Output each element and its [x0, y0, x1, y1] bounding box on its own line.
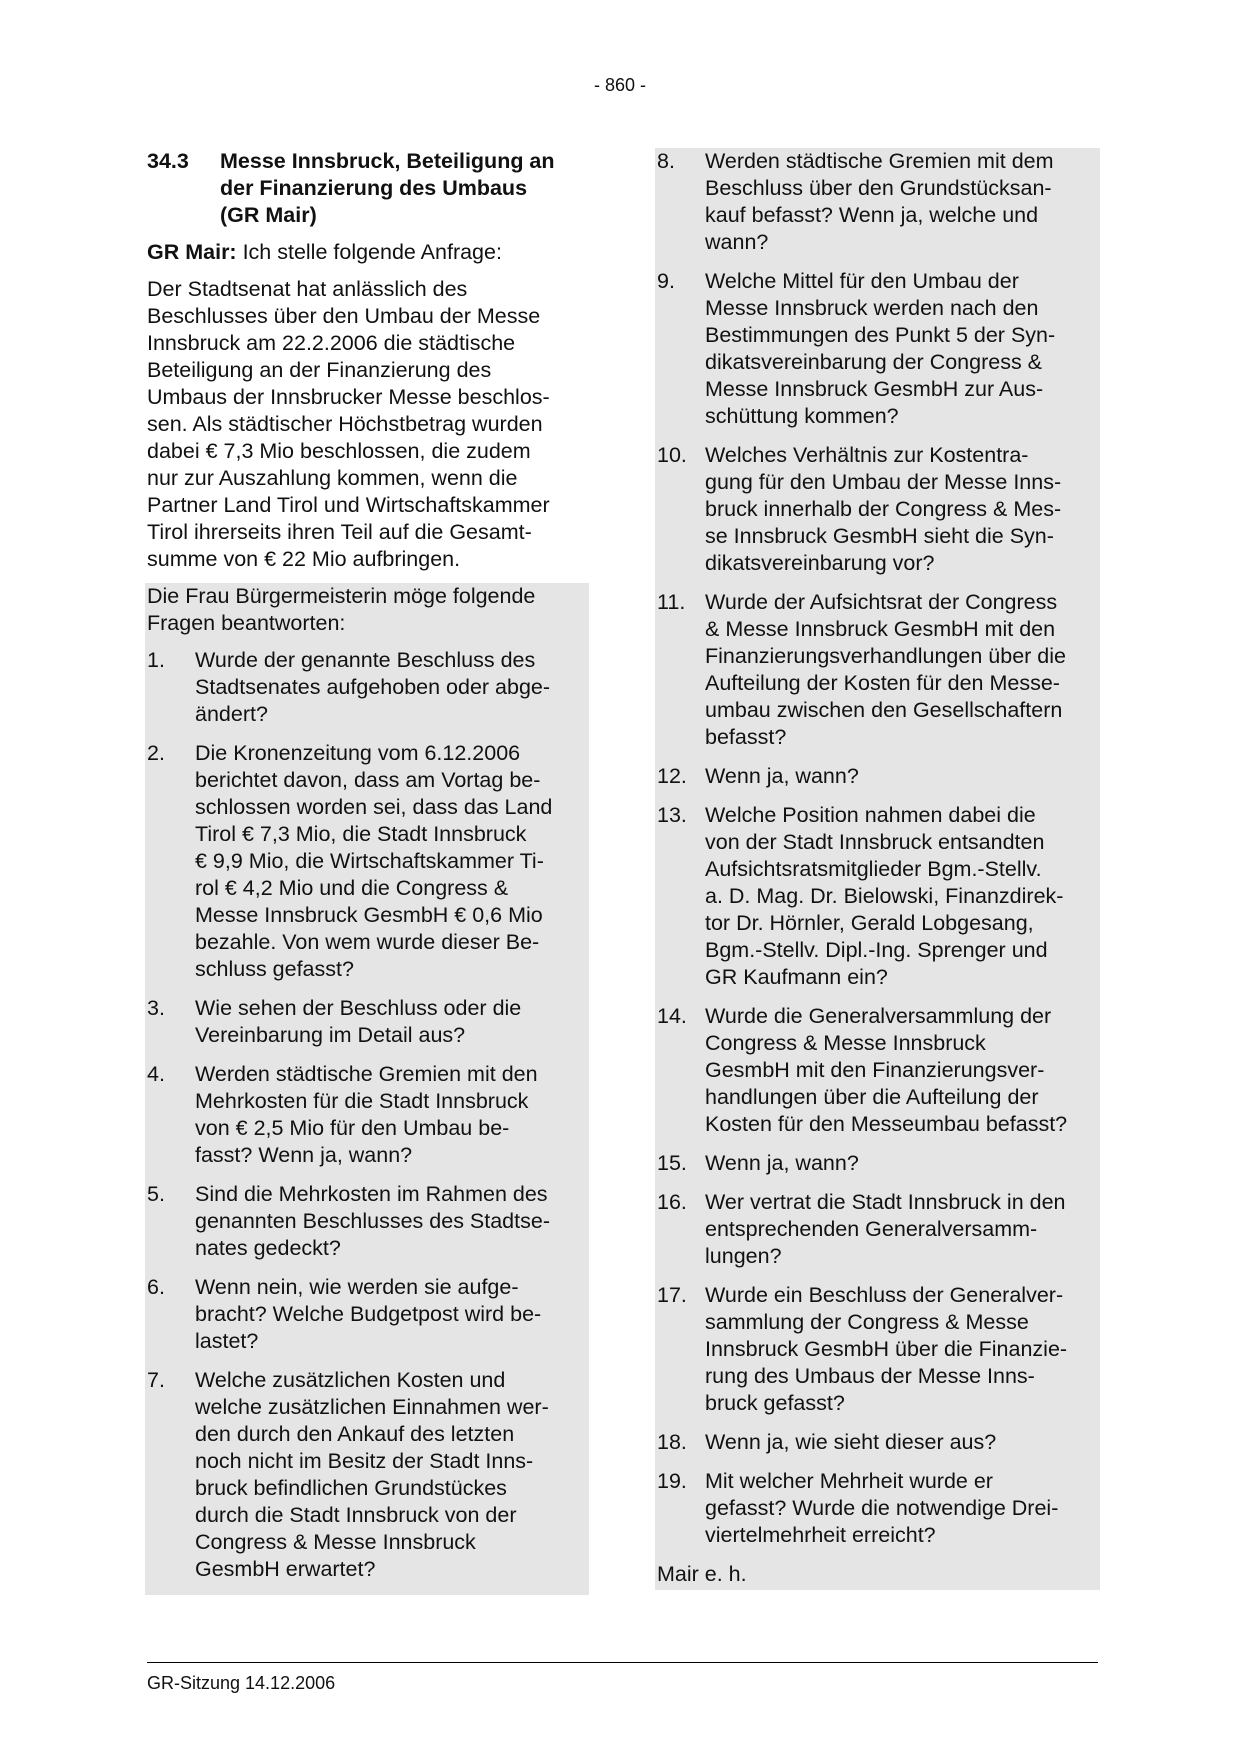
- question-item: [657, 589, 1100, 763]
- request-line: Die Frau Bürgermeisterin möge folgende: [147, 584, 536, 608]
- question-line: Wenn ja, wie sieht dieser aus?: [705, 1430, 997, 1454]
- intro-text: Ich stelle folgende Anfrage:: [236, 240, 502, 264]
- question-line: Welche Mittel für den Umbau der: [705, 269, 1019, 293]
- question-line: Messe Innsbruck GesmbH zur Aus-: [705, 377, 1044, 401]
- question-line: viertelmehrheit erreicht?: [705, 1523, 936, 1547]
- question-line: Congress & Messe Innsbruck: [705, 1031, 986, 1055]
- question-line: genannten Beschlusses des Stadtse-: [195, 1209, 550, 1233]
- question-line: sammlung der Congress & Messe: [705, 1310, 1029, 1334]
- question-text: [705, 1189, 1100, 1270]
- question-line: Wenn nein, wie werden sie aufge-: [195, 1275, 519, 1299]
- question-line: a. D. Mag. Dr. Bielowski, Finanzdirek-: [705, 884, 1064, 908]
- question-line: dikatsvereinbarung der Congress &: [705, 350, 1043, 374]
- question-text: [195, 740, 589, 983]
- question-number: 10.: [657, 443, 687, 467]
- body-line: nur zur Auszahlung kommen, wenn die: [147, 466, 518, 490]
- question-number: 16.: [657, 1190, 687, 1214]
- question-line: schüttung kommen?: [705, 404, 899, 428]
- question-item: [657, 1282, 1100, 1429]
- right-column: [657, 148, 1097, 1590]
- body-paragraph: [147, 276, 587, 573]
- question-line: Innsbruck GesmbH über die Finanzie-: [705, 1337, 1068, 1361]
- body-line: Beteiligung an der Finanzierung des: [147, 358, 492, 382]
- question-item: [147, 1274, 589, 1367]
- question-line: welche zusätzlichen Einnahmen wer-: [195, 1395, 549, 1419]
- question-number: 3.: [147, 996, 165, 1020]
- question-line: Aufteilung der Kosten für den Messe-: [705, 671, 1060, 695]
- section-title-line: der Finanzierung des Umbaus: [220, 176, 528, 200]
- question-list-left: [147, 647, 589, 1595]
- question-number: 1.: [147, 648, 165, 672]
- question-text: [705, 1429, 1100, 1456]
- question-number: 6.: [147, 1275, 165, 1299]
- question-number: 14.: [657, 1004, 687, 1028]
- question-line: bruck gefasst?: [705, 1391, 845, 1415]
- question-line: wann?: [705, 230, 769, 254]
- question-item: [657, 763, 1100, 802]
- question-line: € 9,9 Mio, die Wirtschaftskammer Ti-: [195, 849, 544, 873]
- question-line: Wurde der genannte Beschluss des: [195, 648, 536, 672]
- body-line: Tirol ihrerseits ihren Teil auf die Gesamt-: [147, 520, 532, 544]
- question-line: bezahle. Von wem wurde dieser Be-: [195, 930, 540, 954]
- question-text: [705, 442, 1100, 577]
- question-number: 19.: [657, 1469, 687, 1493]
- signature: Mair e. h.: [657, 1562, 747, 1586]
- question-line: Werden städtische Gremien mit den: [195, 1062, 538, 1086]
- intro-paragraph: [147, 239, 587, 266]
- body-line: dabei € 7,3 Mio beschlossen, die zudem: [147, 439, 531, 463]
- question-text: [705, 1150, 1100, 1177]
- page-number: - 860 -: [593, 75, 647, 95]
- question-line: fasst? Wenn ja, wann?: [195, 1143, 413, 1167]
- question-line: ändert?: [195, 702, 268, 726]
- question-text: [705, 1468, 1100, 1549]
- question-line: Bestimmungen des Punkt 5 der Syn-: [705, 323, 1056, 347]
- question-number: 9.: [657, 269, 675, 293]
- question-number: 11.: [657, 590, 686, 614]
- request-paragraph: [147, 583, 589, 647]
- question-item: [657, 802, 1100, 1003]
- question-item: [147, 995, 589, 1061]
- question-text: [705, 802, 1100, 991]
- footer-divider: [147, 1662, 1098, 1663]
- question-line: Stadtsenates aufgehoben oder abge-: [195, 675, 551, 699]
- question-line: rol € 4,2 Mio und die Congress &: [195, 876, 509, 900]
- question-line: noch nicht im Besitz der Stadt Inns-: [195, 1449, 534, 1473]
- question-line: Wer vertrat die Stadt Innsbruck in den: [705, 1190, 1066, 1214]
- questions-block-left: [145, 583, 589, 1595]
- question-text: [705, 148, 1100, 256]
- question-text: [195, 1274, 589, 1355]
- question-line: von € 2,5 Mio für den Umbau be-: [195, 1116, 510, 1140]
- question-line: Congress & Messe Innsbruck: [195, 1530, 476, 1554]
- question-item: [147, 1061, 589, 1181]
- body-line: Umbaus der Innsbrucker Messe beschlos-: [147, 385, 550, 409]
- question-line: berichtet davon, dass am Vortag be-: [195, 768, 541, 792]
- body-line: sen. Als städtischer Höchstbetrag wurden: [147, 412, 543, 436]
- speaker-name: GR Mair:: [147, 240, 237, 264]
- question-line: Die Kronenzeitung vom 6.12.2006: [195, 741, 521, 765]
- question-number: 15.: [657, 1151, 687, 1175]
- question-line: gefasst? Wurde die notwendige Drei-: [705, 1496, 1059, 1520]
- question-line: Mehrkosten für die Stadt Innsbruck: [195, 1089, 529, 1113]
- question-number: 17.: [657, 1283, 687, 1307]
- question-item: [147, 740, 589, 995]
- question-line: bruck befindlichen Grundstückes: [195, 1476, 507, 1500]
- body-line: summe von € 22 Mio aufbringen.: [147, 547, 461, 571]
- question-line: GesmbH erwartet?: [195, 1557, 376, 1581]
- body-line: Der Stadtsenat hat anlässlich des: [147, 277, 468, 301]
- question-number: 18.: [657, 1430, 687, 1454]
- question-line: Werden städtische Gremien mit dem: [705, 149, 1054, 173]
- question-text: [195, 647, 589, 728]
- question-line: dikatsvereinbarung vor?: [705, 551, 935, 575]
- question-line: Mit welcher Mehrheit wurde er: [705, 1469, 993, 1493]
- question-number: 13.: [657, 803, 687, 827]
- question-text: [195, 1367, 589, 1583]
- question-line: lastet?: [195, 1329, 259, 1353]
- question-text: [705, 589, 1100, 751]
- question-line: rung des Umbaus der Messe Inns-: [705, 1364, 1035, 1388]
- question-line: entsprechenden Generalversamm-: [705, 1217, 1038, 1241]
- question-number: 2.: [147, 741, 165, 765]
- question-line: von der Stadt Innsbruck entsandten: [705, 830, 1045, 854]
- question-line: bruck innerhalb der Congress & Mes-: [705, 497, 1062, 521]
- question-text: [195, 995, 589, 1049]
- question-number: 12.: [657, 764, 687, 788]
- question-number: 4.: [147, 1062, 165, 1086]
- question-item: [657, 442, 1100, 589]
- question-line: Wie sehen der Beschluss oder die: [195, 996, 522, 1020]
- question-line: Wurde der Aufsichtsrat der Congress: [705, 590, 1058, 614]
- question-line: schlossen worden sei, dass das Land: [195, 795, 553, 819]
- question-line: Welche zusätzlichen Kosten und: [195, 1368, 506, 1392]
- section-title-line: (GR Mair): [220, 203, 317, 227]
- question-text: [705, 268, 1100, 430]
- question-line: gung für den Umbau der Messe Inns-: [705, 470, 1062, 494]
- questions-block-right: [655, 148, 1100, 1590]
- question-line: handlungen über die Aufteilung der: [705, 1085, 1039, 1109]
- question-item: [657, 1468, 1100, 1561]
- question-line: Messe Innsbruck werden nach den: [705, 296, 1039, 320]
- question-number: 8.: [657, 149, 675, 173]
- question-item: [657, 1150, 1100, 1189]
- footer-session-date: GR-Sitzung 14.12.2006: [147, 1673, 336, 1693]
- question-item: [147, 1181, 589, 1274]
- question-item: [657, 1003, 1100, 1150]
- question-text: [195, 1061, 589, 1169]
- question-item: [657, 148, 1100, 268]
- question-line: Kosten für den Messeumbau befasst?: [705, 1112, 1068, 1136]
- question-line: Messe Innsbruck GesmbH € 0,6 Mio: [195, 903, 543, 927]
- question-line: Finanzierungsverhandlungen über die: [705, 644, 1066, 668]
- question-line: Wurde ein Beschluss der Generalver-: [705, 1283, 1064, 1307]
- question-line: Aufsichtsratsmitglieder Bgm.-Stellv.: [705, 857, 1042, 881]
- question-list-right: [657, 148, 1100, 1561]
- question-text: [705, 1003, 1100, 1138]
- question-line: Wenn ja, wann?: [705, 764, 859, 788]
- question-line: Wenn ja, wann?: [705, 1151, 859, 1175]
- question-line: se Innsbruck GesmbH sieht die Syn-: [705, 524, 1054, 548]
- question-line: befasst?: [705, 725, 787, 749]
- request-line: Fragen beantworten:: [147, 611, 346, 635]
- section-title-line: Messe Innsbruck, Beteiligung an: [220, 149, 555, 173]
- question-line: Welches Verhältnis zur Kostentra-: [705, 443, 1029, 467]
- question-line: durch die Stadt Innsbruck von der: [195, 1503, 517, 1527]
- question-line: Bgm.-Stellv. Dipl.-Ing. Sprenger und: [705, 938, 1048, 962]
- question-line: Vereinbarung im Detail aus?: [195, 1023, 466, 1047]
- question-line: den durch den Ankauf des letzten: [195, 1422, 515, 1446]
- question-item: [657, 1429, 1100, 1468]
- question-line: Tirol € 7,3 Mio, die Stadt Innsbruck: [195, 822, 527, 846]
- question-line: GesmbH mit den Finanzierungsver-: [705, 1058, 1045, 1082]
- question-line: nates gedeckt?: [195, 1236, 341, 1260]
- section-heading: [147, 148, 587, 229]
- question-line: tor Dr. Hörnler, Gerald Lobgesang,: [705, 911, 1034, 935]
- left-column: [147, 148, 587, 1595]
- question-item: [657, 268, 1100, 442]
- question-number: 5.: [147, 1182, 165, 1206]
- question-line: Wurde die Generalversammlung der: [705, 1004, 1052, 1028]
- question-line: kauf befasst? Wenn ja, welche und: [705, 203, 1039, 227]
- question-line: Welche Position nahmen dabei die: [705, 803, 1036, 827]
- body-line: Innsbruck am 22.2.2006 die städtische: [147, 331, 516, 355]
- question-text: [705, 1282, 1100, 1417]
- body-line: Partner Land Tirol und Wirtschaftskammer: [147, 493, 550, 517]
- question-line: Beschluss über den Grundstücksan-: [705, 176, 1052, 200]
- question-line: & Messe Innsbruck GesmbH mit den: [705, 617, 1056, 641]
- question-line: lungen?: [705, 1244, 782, 1268]
- question-item: [147, 1367, 589, 1595]
- body-line: Beschlusses über den Umbau der Messe: [147, 304, 541, 328]
- question-line: GR Kaufmann ein?: [705, 965, 888, 989]
- question-text: [195, 1181, 589, 1262]
- question-item: [657, 1189, 1100, 1282]
- question-line: schluss gefasst?: [195, 957, 354, 981]
- question-line: umbau zwischen den Gesellschaftern: [705, 698, 1063, 722]
- section-title: [220, 148, 555, 229]
- question-item: [147, 647, 589, 740]
- section-number: 34.3: [147, 149, 189, 173]
- question-line: Sind die Mehrkosten im Rahmen des: [195, 1182, 548, 1206]
- question-number: 7.: [147, 1368, 165, 1392]
- question-line: bracht? Welche Budgetpost wird be-: [195, 1302, 542, 1326]
- question-text: [705, 763, 1100, 790]
